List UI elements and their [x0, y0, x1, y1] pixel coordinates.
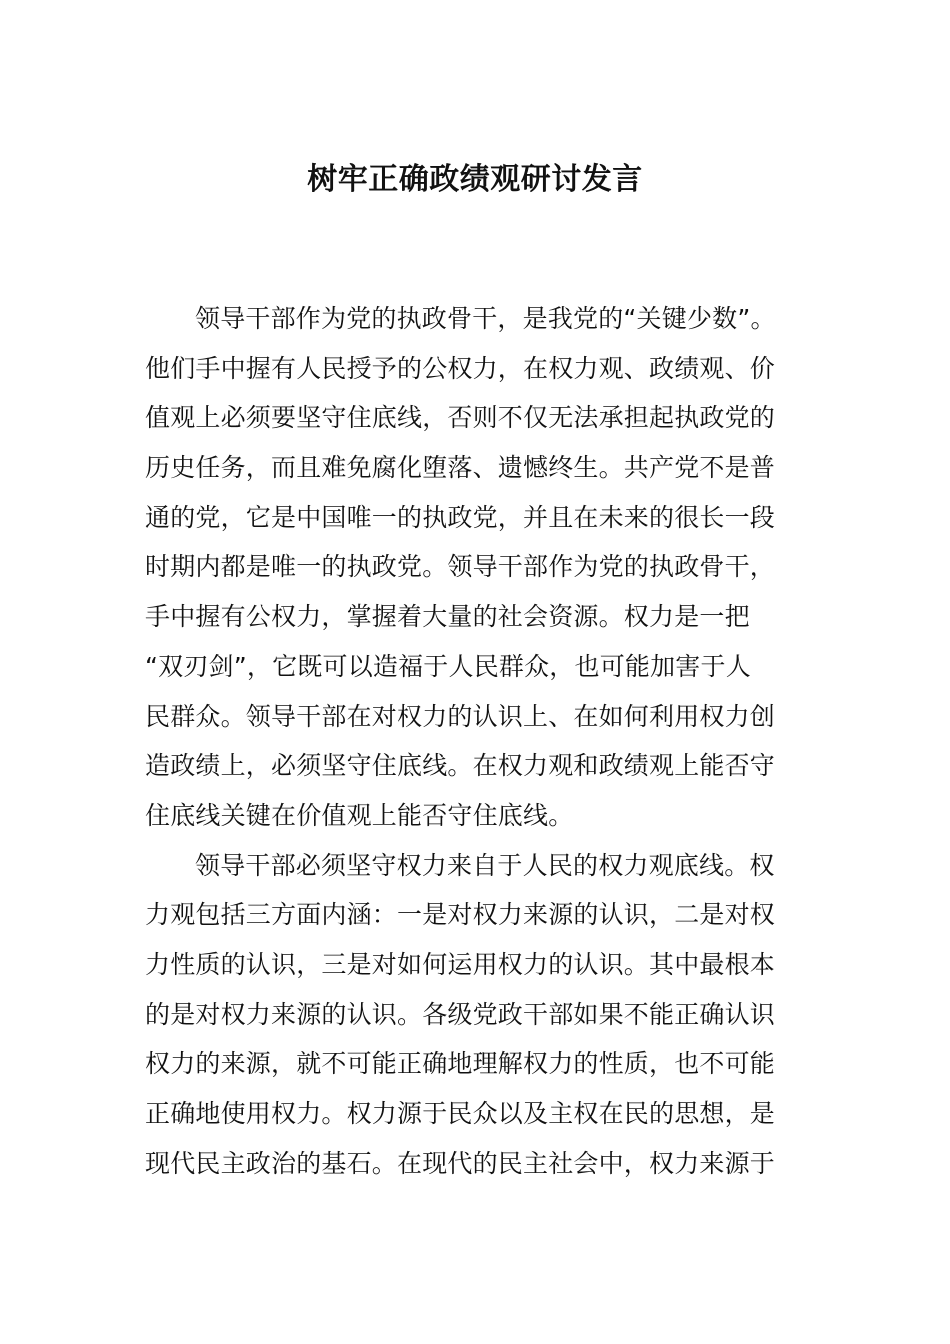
paragraph-2-line-4: 的是对权力来源的认识。各级党政干部如果不能正确认识 — [145, 999, 776, 1029]
document-title: 树牢正确政绩观研讨发言 — [307, 162, 643, 197]
paragraph-1-line-4: 历史任务，而且难免腐化堕落、遗憾终生。共产党不是普 — [145, 453, 776, 483]
paragraph-1-line-9: 民群众。领导干部在对权力的认识上、在如何利用权力创 — [145, 701, 776, 731]
paragraph-1-line-11: 住底线关键在价值观上能否守住底线。 — [145, 800, 574, 830]
paragraph-1-line-1: 领导干部作为党的执政骨干，是我党的“关键少数”。 — [195, 304, 776, 333]
paragraph-2-line-5: 权力的来源，就不可能正确地理解权力的性质，也不可能 — [145, 1049, 776, 1079]
paragraph-1-line-5: 通的党，它是中国唯一的执政党，并且在未来的很长一段 — [145, 502, 776, 532]
paragraph-2-line-2: 力观包括三方面内涵：一是对权力来源的认识，二是对权 — [145, 900, 776, 930]
paragraph-1-line-10: 造政绩上，必须坚守住底线。在权力观和政绩观上能否守 — [145, 751, 776, 781]
paragraph-1-line-8: “双刃剑”，它既可以造福于人民群众，也可能加害于人 — [145, 651, 751, 681]
paragraph-1-line-3: 值观上必须要坚守住底线，否则不仅无法承担起执政党的 — [145, 403, 776, 433]
paragraph-2-line-1: 领导干部必须坚守权力来自于人民的权力观底线。权 — [195, 850, 775, 880]
paragraph-1-line-2: 他们手中握有人民授予的公权力，在权力观、政绩观、价 — [145, 353, 776, 383]
document-body — [145, 294, 810, 1188]
paragraph-1-line-7: 手中握有公权力，掌握着大量的社会资源。权力是一把 — [145, 602, 750, 632]
paragraph-2-line-6: 正确地使用权力。权力源于民众以及主权在民的思想，是 — [145, 1099, 776, 1128]
paragraph-1-line-6: 时期内都是唯一的执政党。领导干部作为党的执政骨干， — [145, 552, 776, 582]
paragraph-2-line-7: 现代民主政治的基石。在现代的民主社会中，权力来源于 — [145, 1148, 776, 1178]
paragraph-2-line-3: 力性质的认识，三是对如何运用权力的认识。其中最根本 — [145, 949, 776, 979]
